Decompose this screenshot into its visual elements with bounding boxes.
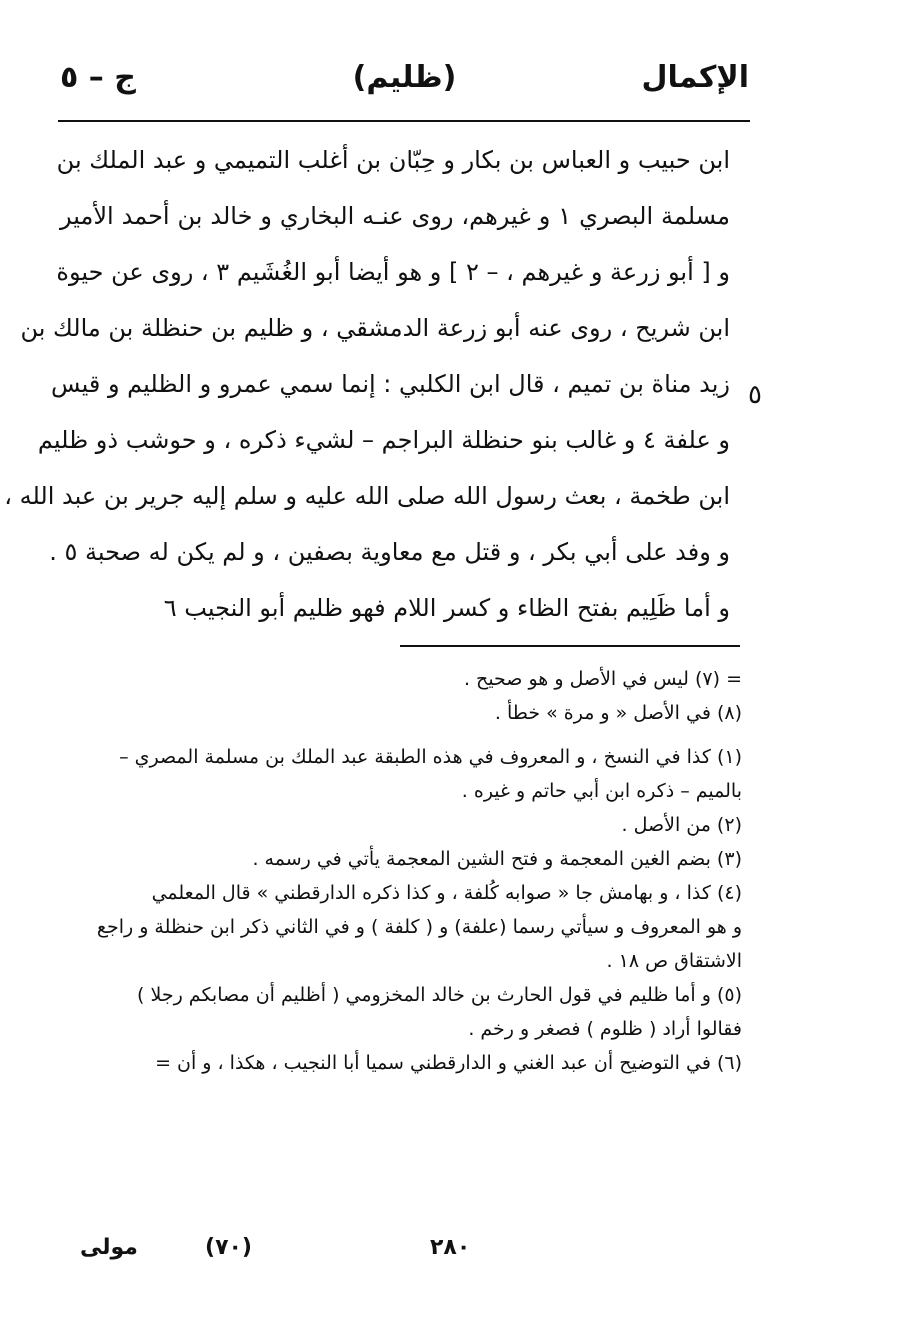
footnote: (٥) و أما ظليم في قول الحارث بن خالد المخزومي ( أظليم أن مصابكم رجلا ) bbox=[137, 984, 742, 1006]
footnote: و هو المعروف و سيأتي رسما (علفة) و ( كلفة ) و في الثاني ذكر ابن حنظلة و راجع bbox=[96, 916, 742, 938]
header-rule bbox=[58, 120, 750, 122]
running-header bbox=[60, 60, 749, 110]
footnote: (٢) من الأصل . bbox=[621, 814, 742, 836]
text-line: ابن شريح ، روى عنه أبو زرعة الدمشقي ، و ظليم بن حنظلة بن مالك بن bbox=[20, 314, 730, 342]
text-line: مسلمة البصري ١ و غيرهم، روى عنـه البخاري و خالد بن أحمد الأمير bbox=[60, 202, 731, 230]
footnote: بالميم – ذكره ابن أبي حاتم و غيره . bbox=[461, 780, 742, 802]
page-footer bbox=[60, 1235, 749, 1275]
text-line: و أما ظَلِيم بفتح الظاء و كسر اللام فهو ظليم أبو النجيب ٦ bbox=[163, 594, 730, 622]
footnote: = (٧) ليس في الأصل و هو صحيح . bbox=[463, 668, 742, 690]
volume-label: ج – ٥ bbox=[60, 60, 136, 95]
catchword: مولى bbox=[80, 1235, 138, 1260]
text-line: ابن حبيب و العباس بن بكار و حِبّان بن أغلب التميمي و عبد الملك بن bbox=[56, 146, 730, 174]
footnote: فقالوا أراد ( ظلوم ) فصغر و رخم . bbox=[468, 1018, 742, 1040]
footnote: (٣) بضم الغين المعجمة و فتح الشين المعجمة يأتي في رسمه . bbox=[252, 848, 742, 870]
text-line: و علفة ٤ و غالب بنو حنظلة البراجم – لشيء ذكره ، و حوشب ذو ظليم bbox=[37, 426, 730, 454]
signature-mark: (٧٠) bbox=[205, 1235, 252, 1260]
footnote: (٨) في الأصل « و مرة » خطأ . bbox=[494, 702, 742, 724]
footnote: (٤) كذا ، و بهامش جا « صوابه كُلفة ، و كذا ذكره الدارقطني » قال المعلمي bbox=[151, 882, 742, 904]
text-line: و وفد على أبي بكر ، و قتل مع معاوية بصفين ، و لم يكن له صحبة ٥ . bbox=[49, 538, 730, 566]
text-line: زيد مناة بن تميم ، قال ابن الكلبي : إنما سمي عمرو و الظليم و قيس bbox=[51, 370, 730, 398]
footnote: الاشتقاق ص ١٨ . bbox=[606, 950, 742, 972]
line-number-marker: ٥ bbox=[748, 380, 762, 410]
footnote: (١) كذا في النسخ ، و المعروف في هذه الطبقة عبد الملك بن مسلمة المصري – bbox=[119, 746, 742, 768]
main-text bbox=[4, 132, 731, 636]
text-line: و [ أبو زرعة و غيرهم ، – ٢ ] و هو أيضا أبو الغُشَيم ٣ ، روى عن حيوة bbox=[56, 258, 730, 286]
footnote: (٦) في التوضيح أن عبد الغني و الدارقطني سميا أبا النجيب ، هكذا ، و أن = bbox=[155, 1052, 742, 1074]
page-number: ٢٨٠ bbox=[430, 1235, 471, 1260]
footnote-rule bbox=[400, 645, 740, 647]
entry-heading: (ظليم) bbox=[352, 60, 457, 95]
text-line: ابن طخمة ، بعث رسول الله صلى الله عليه و سلم إليه جرير بن عبد الله ، bbox=[4, 482, 730, 510]
book-title: الإكمال bbox=[641, 60, 749, 95]
footnotes bbox=[62, 662, 742, 1080]
